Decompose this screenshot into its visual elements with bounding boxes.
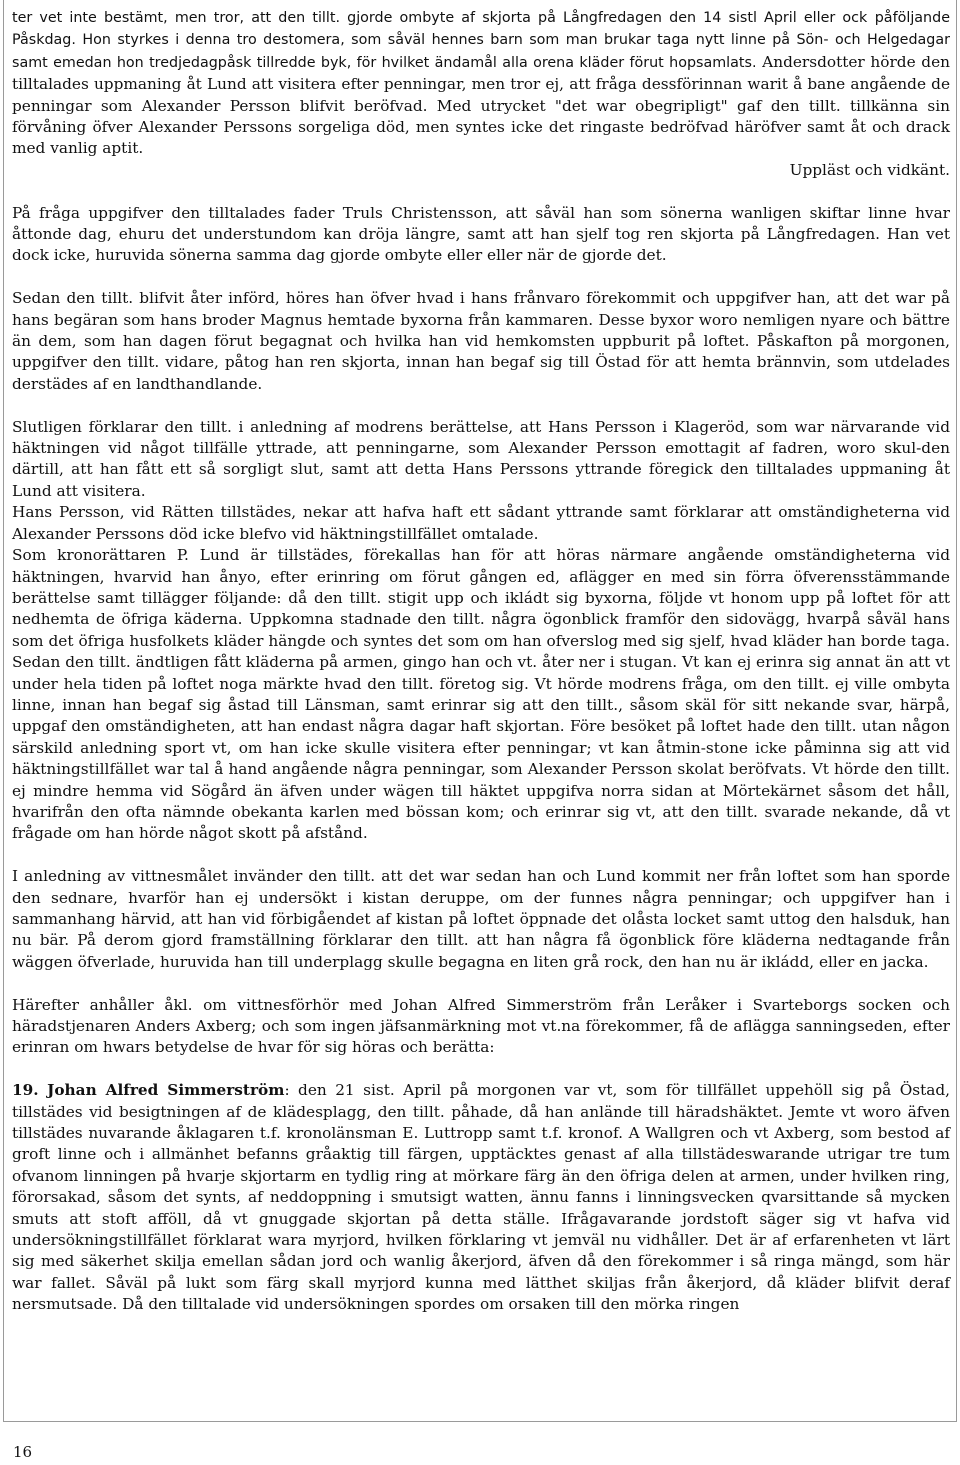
paragraph-6: Som kronorättaren P. Lund är tillstädes, förekallas han för att höras närmare angående omständigheterna vid häktningen, hvarvid han ånyo, efter erinring om förut gången ed, aflägger en med sin förra öfverensstämmande berättelse samt tillägger följande: då den tillt. stigit upp och ikládt sig byxorna, följde vt honom upp på loftet för att nedhemta de öfriga käderna. Uppkomna stadnade den tillt. några ögonblick framför den sidovägg, hvarpå såväl hans som det öfriga husfolkets kläder hängde och syntes det som om han ofverslog med sig sjelf, hvad kläder han borde taga. Sedan den tillt. ändtligen fått kläderna på armen, gingo han och vt. åter ner i stugan. Vt kan ej erinra sig annat än att vt under hela tiden på loftet noga märkte hvad den tillt. företog sig. Vt hörde modrens fråga, om den tillt. ej ville ombyta linne, innan han begaf sig åstad till Länsman, samt erinrar sig att den tillt., såsom skäl för sitt nekande svar, härpå, uppgaf den omständigheten, att han endast några dagar haft skjortan. Före besöket på loftet hade den tillt. utan någon särskild anledning sport vt, om han icke skulle visitera efter penningar; vt kan åtmin-stone icke påminna sig att vid häktningstillfället war tal å hand angående några penningar, som Alexander Persson skolat beröfvats. Vt hörde den tillt. ej mindre hemma vid Sögård än äfven under wägen till häktet uppgifva norra sidan at Mörtekärnet såsom det håll, hvarifrån den ofta nämnde obekanta karlen med bössan kom; och erinrar sig vt, att den tillt. svarade nekande, då vt frågade om han hörde något skott på afstånd. bbox=[12, 546, 950, 843]
paragraph-5: Hans Persson, vid Rätten tillstädes, nekar att hafva haft ett sådant yttrande samt förklarar att omständigheterna vid Alexander Perssons död icke blefvo vid häktningstillfället omtalade. bbox=[12, 503, 950, 543]
witness-name: Johan Alfred Simmerström bbox=[47, 1081, 285, 1100]
paragraph-1 bbox=[12, 7, 950, 160]
paragraph-1-tail: tillkänna sin förvåning öfver Alexander Perssons sorgeliga död, men syntes icke det ringaste bedröfvad häröfver samt åt och drack med vanlig aptit. bbox=[12, 96, 950, 158]
paragraph-2: På fråga uppgifver den tilltalades fader Truls Christensson, att såväl han som sönerna wanligen skiftar linne hvar åttonde dag, ehuru det understundom kan dröja längre, samt att han sjelf tog ren skjorta på Långfredagen. Han vet dock icke, huruvida sönerna samma dag gjorde ombyte eller eller när de gjorde det. bbox=[12, 203, 950, 265]
paragraph-1-line-1: ter vet inte bestämt, men tror, att den tillt. gjorde ombyte af skjorta på Långfredagen den 14 sistl April eller ock bbox=[12, 10, 868, 26]
paragraph-1-serif: Andersdotter hörde den tilltalades uppmaning åt Lund att visitera efter penningar, men tror ej, att fråga dessförinnan warit å bane angående de penningar som Alexander Persson blifvit beröfvad. Med utrycket "det war obegripligt" gaf den tillt. bbox=[12, 52, 950, 115]
paragraph-8: Härefter anhåller åkl. om vittnesförhör med Johan Alfred Simmerström från Leråker i Svarteborgs socken och häradstjenaren Anders Axberg; och som ingen jäfsanmärkning mot vt.na förekommer, få de aflägga sanningseden, efter erinran om hwars betydelse de hvar för sig höras och berätta: bbox=[12, 995, 950, 1057]
page-number: 16 bbox=[13, 1443, 33, 1461]
testimony-number: 19. bbox=[12, 1081, 39, 1100]
uppläst-note: Uppläst och vidkänt. bbox=[789, 160, 950, 179]
paragraph-4: Slutligen förklarar den tillt. i anledning af modrens berättelse, att Hans Persson i Klageröd, som war närvarande vid häktningen vid något tillfälle yttrade, att penningarne, som Alexander Persson emottagit af fadren, woro skul-den därtill, att han fått ett så sorgligt slut, samt att detta Hans Perssons yttrande föregick den tilltalades uppmaning åt Lund att visitera. bbox=[12, 417, 950, 500]
paragraph-7: I anledning av vittnesmålet invänder den tillt. att det war sedan han och Lund kommit ner från loftet som han sporde den sednare, hvarför han ej undersökt i kistan deruppe, om der funnes några penningar; och uppgifver han i sammanhang härvid, att han vid förbigåendet af kistan på loftet öppnade det olåsta locket samt uttog den halsduk, han nu bär. På derom gjord framställning förklarar den tillt. att han några få ögonblick före kläderna nedtagande från wäggen öfverlade, huruvida han till underplagg skulle begagna en liten grå rock, den han nu är ikládd, eller en jacka. bbox=[12, 867, 950, 971]
testimony-text: : den 21 sist. April på morgonen var vt, som för tillfället uppehöll sig på Östad, tillstädes vid besigtningen af de klädesplagg, den tillt. påhade, då han anlände till häradshäktet. Jemte vt woro äfven tillstädes nuvarande åklagaren t.f. kronolänsman E. Luttropp samt t.f. kronof. A Wallgren och vt Axberg, som bestod af groft linne och i allmänhet befanns gråaktig till färgen, upptäcktes genast af alla tillstädeswarande utrigar tre tum ofvanom linningen på hvarje skjortarm en tydlig ring at mörkare färg än den öfriga delen at armen, under hvilken ring, förorsakad, såsom det synts, af neddoppning i smutsigt watten, ännu fanns i linningsvecken qvarsittande så mycken smuts att stoft afföll, då vt gnuggade skjortan på detta ställe. Ifrågavarande jordstoft säger sig vt hafva vid undersökningstillfället förklarat wara myrjord, hvilken förklaring vt jemväl nu vidhåller. Det är af erfarenheten vt lärt sig med säkerhet skilja emellan sådan jord och wanlig åkerjord, äfven då den förekommer i så ringa mängd, som här war fallet. Såväl på lukt som färg skall myrjord kunna med lätthet skiljas från åkerjord, då kläder blifvit deraf nersmutsade. Då den tilltalade vid undersökningen spordes om orsaken till den mörka ringen bbox=[12, 1081, 951, 1314]
paragraph-9 bbox=[12, 1080, 950, 1315]
paragraph-1-sans: påföljande Påskdag. Hon styrkes i denna tro destomera, som såväl hennes barn som man brukar taga nytt linne på Sön- och Helgedagar samt emedan hon tredjedagpåsk tillredde byk, för hvilket ändamål alla orena kläder förut hopsamlats. bbox=[12, 10, 950, 71]
document-body bbox=[12, 7, 950, 1316]
paragraph-3: Sedan den tillt. blifvit åter införd, höres han öfver hvad i hans frånvaro förekommit och uppgifver han, att det war på hans begäran som hans broder Magnus hemtade byxorna från kammaren. Desse byxor woro nemligen nyare och bättre än dem, som han dagen förut begagnat och hvilka han vid hemkomsten uppburit på loftet. Påskafton på morgonen, uppgifver den tillt. vidare, påtog han ren skjorta, innan han begaf sig till Östad för att hemta brännvin, som utdelades derstädes af en landthandlande. bbox=[12, 289, 950, 393]
